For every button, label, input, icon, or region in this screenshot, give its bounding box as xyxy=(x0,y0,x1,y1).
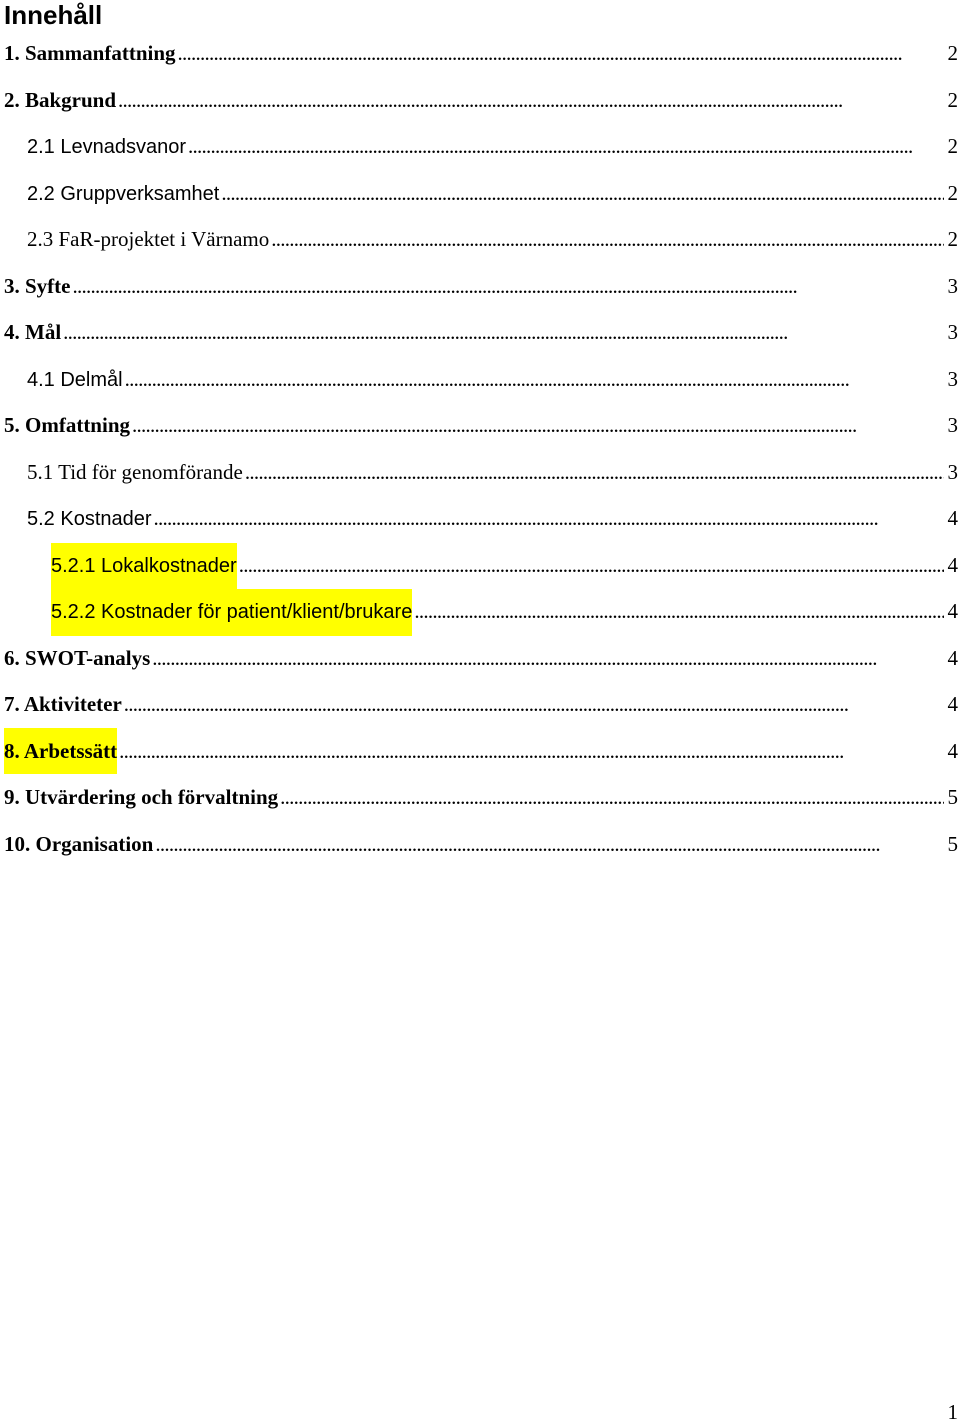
toc-entry-label[interactable]: 5.2.1 Lokalkostnader xyxy=(51,543,237,590)
toc-entry-page: 3 xyxy=(947,413,958,437)
toc-entry-label[interactable]: 9. Utvärdering och förvaltning xyxy=(4,785,279,809)
toc-entry[interactable] xyxy=(0,402,960,449)
toc-entry-label[interactable]: 2.3 FaR-projektet i Värnamo xyxy=(27,227,270,251)
toc-leader-dots xyxy=(278,774,943,821)
toc-entry-page: 4 xyxy=(947,506,958,530)
toc-entry-label[interactable]: 3. Syfte xyxy=(4,273,71,298)
toc-entry[interactable] xyxy=(0,263,960,310)
toc-entry[interactable] xyxy=(0,77,960,124)
toc-entry-page: 3 xyxy=(947,459,958,484)
toc-entry-page: 4 xyxy=(947,738,958,763)
toc-entry[interactable] xyxy=(0,449,960,496)
toc-entry[interactable] xyxy=(0,588,960,635)
toc-leader-dots xyxy=(130,402,944,449)
toc-entry-label[interactable]: 4. Mål xyxy=(4,320,62,344)
toc-entry-label[interactable]: 7. Aktiviteter xyxy=(4,692,122,716)
toc-entry-page: 2 xyxy=(947,134,958,158)
toc-leader-dots xyxy=(122,681,944,728)
toc-leader-dots xyxy=(71,263,944,310)
toc-entry-page: 3 xyxy=(947,273,958,298)
toc-entry-page: 4 xyxy=(947,599,958,623)
table-of-contents xyxy=(0,30,960,867)
toc-entry[interactable] xyxy=(0,774,960,821)
toc-entry-label[interactable]: 2.2 Gruppverksamhet xyxy=(27,182,220,205)
toc-leader-dots xyxy=(153,821,943,868)
toc-entry-label[interactable]: 2.1 Levnadsvanor xyxy=(27,136,187,158)
toc-leader-dots xyxy=(116,77,943,124)
toc-leader-dots xyxy=(237,542,944,589)
toc-entry[interactable] xyxy=(0,495,960,542)
toc-leader-dots xyxy=(150,635,943,682)
toc-entry-label[interactable]: 2. Bakgrund xyxy=(4,87,117,112)
toc-entry[interactable] xyxy=(0,309,960,356)
toc-entry-page: 3 xyxy=(947,320,958,344)
toc-entry-label[interactable]: 8. Arbetssätt xyxy=(4,728,117,775)
toc-entry-page: 3 xyxy=(947,366,958,391)
toc-entry-label[interactable]: 5.2 Kostnader xyxy=(27,508,152,530)
toc-leader-dots xyxy=(61,309,943,356)
toc-leader-dots xyxy=(186,123,943,170)
toc-entry-page: 5 xyxy=(947,831,958,856)
toc-entry-label[interactable]: 6. SWOT-analys xyxy=(4,645,151,670)
toc-entry-label[interactable]: 1. Sammanfattning xyxy=(4,41,176,65)
toc-entry-label[interactable]: 4.1 Delmål xyxy=(27,368,123,391)
toc-leader-dots xyxy=(269,216,943,263)
toc-leader-dots xyxy=(176,30,944,77)
toc-entry[interactable] xyxy=(0,170,960,217)
toc-leader-dots xyxy=(219,170,943,217)
toc-entry[interactable] xyxy=(0,542,960,589)
toc-entry[interactable] xyxy=(0,821,960,868)
toc-leader-dots xyxy=(412,588,943,635)
toc-entry[interactable] xyxy=(0,216,960,263)
toc-leader-dots xyxy=(123,356,944,403)
toc-entry-label[interactable]: 5.1 Tid för genomförande xyxy=(27,459,243,484)
toc-entry-page: 2 xyxy=(947,87,958,112)
toc-entry-label[interactable]: 5. Omfattning xyxy=(4,413,130,437)
toc-entry-page: 4 xyxy=(947,552,958,577)
toc-entry[interactable] xyxy=(0,728,960,775)
toc-entry-page: 4 xyxy=(947,692,958,716)
toc-entry[interactable] xyxy=(0,356,960,403)
toc-entry[interactable] xyxy=(0,123,960,170)
toc-entry-page: 2 xyxy=(947,180,958,205)
toc-leader-dots xyxy=(152,495,944,542)
toc-entry[interactable] xyxy=(0,635,960,682)
toc-entry-page: 5 xyxy=(947,785,958,809)
toc-entry[interactable] xyxy=(0,681,960,728)
page-number: 1 xyxy=(947,1400,958,1424)
toc-entry-label[interactable]: 10. Organisation xyxy=(4,831,154,856)
toc-entry-page: 2 xyxy=(947,227,958,251)
toc-leader-dots xyxy=(243,449,944,496)
toc-entry[interactable] xyxy=(0,30,960,77)
toc-entry-page: 2 xyxy=(947,41,958,65)
toc-heading: Innehåll xyxy=(4,0,103,30)
toc-entry-label[interactable]: 5.2.2 Kostnader för patient/klient/brukare xyxy=(51,589,412,636)
toc-leader-dots xyxy=(117,728,943,775)
toc-entry-page: 4 xyxy=(947,645,958,670)
